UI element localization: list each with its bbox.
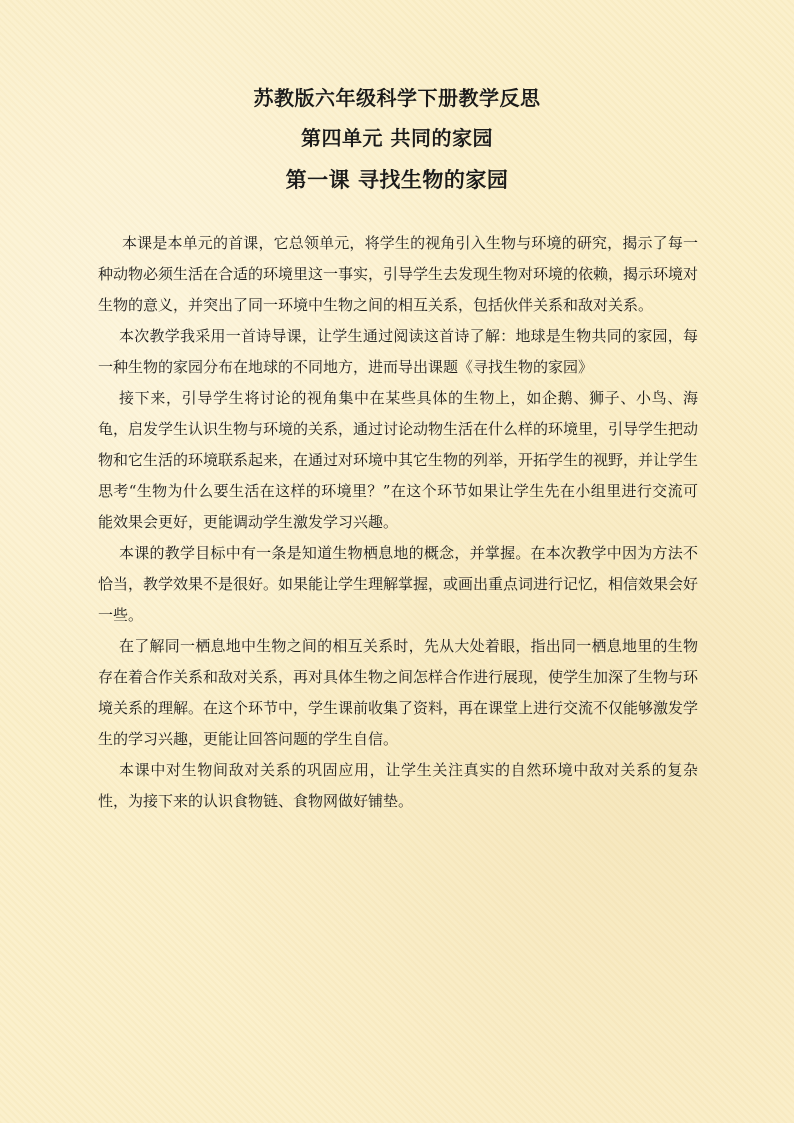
paragraph-4: 本课的教学目标中有一条是知道生物栖息地的概念，并掌握。在本次教学中因为方法不恰当，教学效果不是很好。如果能让学生理解掌握，或画出重点词进行记忆，相信效果会好一些。 (98, 544, 699, 624)
unit-title: 第四单元 共同的家园 (301, 126, 493, 150)
document-title: 苏教版六年级科学下册教学反思 (253, 86, 541, 110)
paragraph-2: 本次教学我采用一首诗导课，让学生通过阅读这首诗了解：地球是生物共同的家园，每一种生物的家园分布在地球的不同地方，进而导出课题《寻找生物的家园》 (98, 327, 698, 376)
paragraph-1: 本课是本单元的首课，它总领单元，将学生的视角引入生物与环境的研究，揭示了每一种动物必须生活在合适的环境里这一事实，引导学生去发现生物对环境的依赖，揭示环境对生物的意义，并突出了同一环境中生物之间的相互关系，包括伙伴关系和敌对关系。 (98, 234, 699, 314)
paragraph-5: 在了解同一栖息地中生物之间的相互关系时，先从大处着眼，指出同一栖息地里的生物存在着合作关系和敌对关系，再对具体生物之间怎样合作进行展现，使学生加深了生物与环境关系的理解。在这个环节中，学生课前收集了资料，再在课堂上进行交流不仅能够激发学生的学习兴趣，更能让回答问题的学生自信。 (98, 637, 699, 748)
paragraph-6: 本课中对生物间敌对关系的巩固应用，让学生关注真实的自然环境中敌对关系的复杂性，为接下来的认识食物链、食物网做好铺垫。 (98, 761, 698, 810)
paragraph-3: 接下来，引导学生将讨论的视角集中在某些具体的生物上，如企鹅、狮子、小鸟、海龟，启发学生认识生物与环境的关系，通过讨论动物生活在什么样的环境里，引导学生把动物和它生活的环境联系起来，在通过对环境中其它生物的列举，开拓学生的视野，并让学生思考“生物为什么要生活在这样的环境里？”在这个环节如果让学生先在小组里进行交流可能效果会更好，更能调动学生激发学习兴趣。 (98, 389, 699, 531)
document-body (98, 228, 698, 817)
lesson-title: 第一课 寻找生物的家园 (285, 167, 509, 192)
